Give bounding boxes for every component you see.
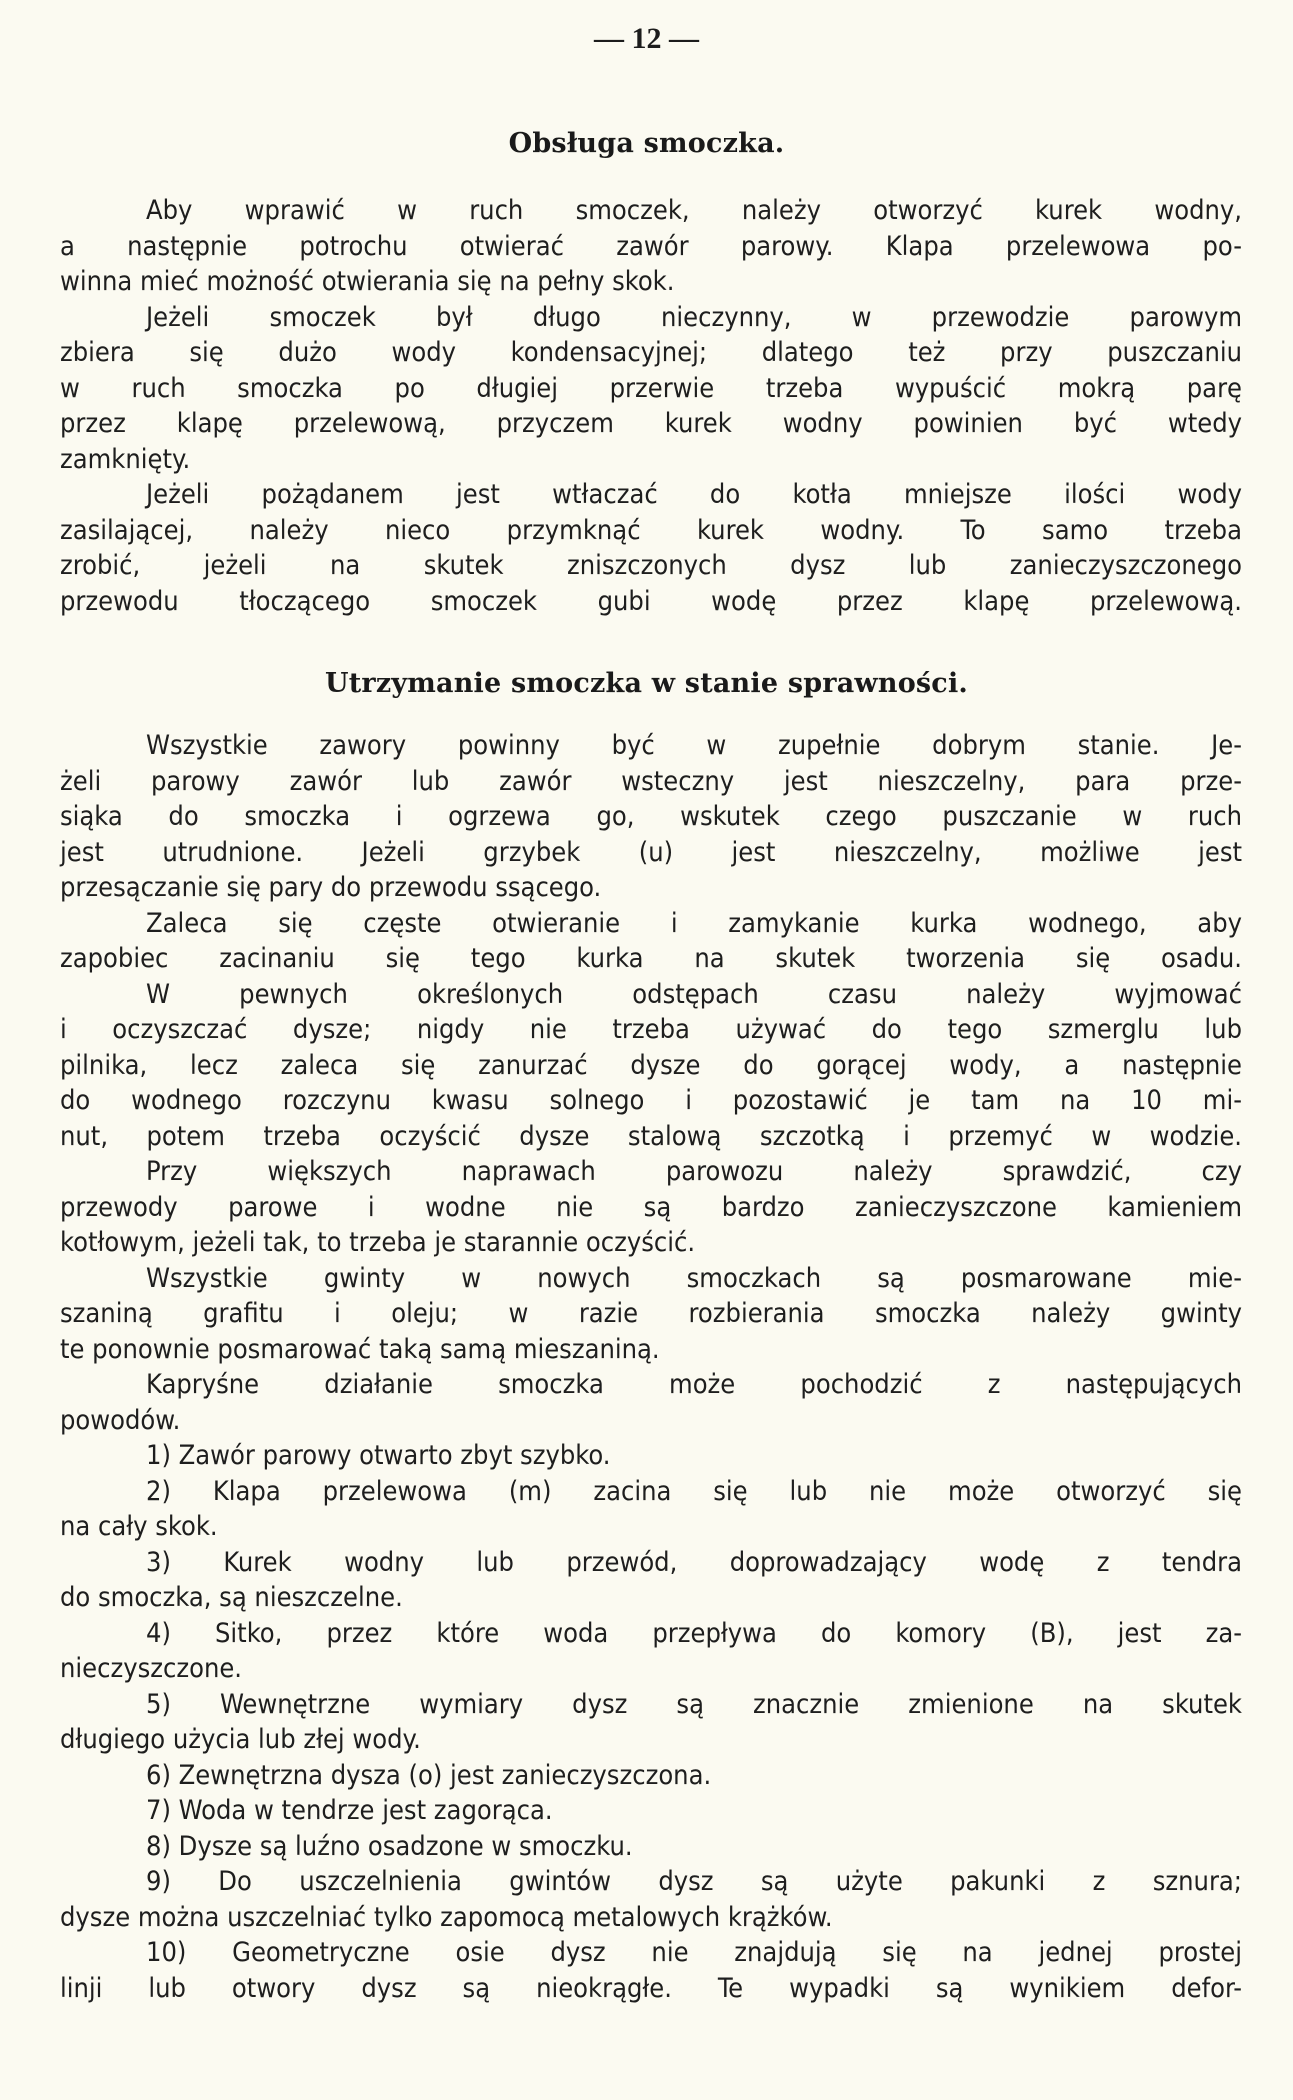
text-line: Wszystkie zawory powinny być w zupełnie dobrym stanie. Je-	[146, 730, 1242, 761]
text-line: pilnika, lecz zaleca się zanurzać dysze do gorącej wody, a następnie	[60, 1049, 1242, 1081]
text-line: powodów.	[60, 1404, 181, 1436]
text-line: 5) Wewnętrzne wymiary dysz są znacznie zmienione na skutek	[146, 1688, 1242, 1720]
text-line: 1) Zawór parowy otwarto zbyt szybko.	[146, 1440, 611, 1471]
text-line: 8) Dysze są luźno osadzone w smoczku.	[146, 1830, 633, 1862]
text-line: dysze można uszczelniać tylko zapomocą metalowych krążków.	[60, 1901, 833, 1933]
text-line: 2) Klapa przelewowa (m) zacina się lub nie może otworzyć się	[146, 1475, 1242, 1507]
text-line: przesączanie się pary do przewodu ssącego.	[60, 872, 602, 903]
text-line: 3) Kurek wodny lub przewód, doprowadzający wodę z tendra	[146, 1546, 1242, 1578]
text-line: linji lub otwory dysz są nieokrągłe. Te wypadki są wynikiem defor-	[60, 1972, 1242, 2004]
text-line: zbiera się dużo wody kondensacyjnej; dlatego też przy puszczaniu	[60, 337, 1242, 368]
text-line: do smoczka, są nieszczelne.	[60, 1582, 403, 1613]
text-line: kotłowym, jeżeli tak, to trzeba je starannie oczyścić.	[60, 1227, 696, 1258]
section-heading-obsluga: Obsługa smoczka.	[508, 128, 785, 159]
text-line: i oczyszczać dysze; nigdy nie trzeba używać do tego szmerglu lub	[60, 1014, 1242, 1045]
text-line: zasilającej, należy nieco przymknąć kurek wodny. To samo trzeba	[60, 514, 1242, 546]
text-line: przewody parowe i wodne nie są bardzo zanieczyszczone kamieniem	[60, 1191, 1242, 1223]
text-line: Jeżeli pożądanem jest wtłaczać do kotła mniejsze ilości wody	[146, 479, 1242, 510]
text-line: nieczyszczone.	[60, 1653, 242, 1684]
text-line: winna mieć możność otwierania się na pełny skok.	[60, 266, 675, 297]
text-line: 10) Geometryczne osie dysz nie znajdują się na jednej prostej	[146, 1937, 1242, 1968]
text-line: Aby wprawić w ruch smoczek, należy otworzyć kurek wodny,	[146, 195, 1242, 226]
section-body-utrzymanie	[60, 728, 1242, 2006]
text-line: przez klapę przelewową, przyczem kurek wodny powinien być wtedy	[60, 408, 1242, 439]
text-line: 7) Woda w tendrze jest zagorąca.	[146, 1795, 553, 1826]
text-line: długiego użycia lub złej wody.	[60, 1724, 421, 1755]
text-line: Przy większych naprawach parowozu należy sprawdzić, czy	[146, 1156, 1242, 1187]
text-line: Kapryśne działanie smoczka może pochodzić z następujących	[146, 1369, 1242, 1400]
text-line: zrobić, jeżeli na skutek zniszczonych dysz lub zanieczyszczonego	[60, 550, 1242, 581]
text-line: zamknięty.	[60, 443, 191, 475]
page-number: — 12 —	[594, 22, 699, 55]
text-line: Wszystkie gwinty w nowych smoczkach są posmarowane mie-	[146, 1262, 1242, 1294]
text-line: Zaleca się częste otwieranie i zamykanie kurka wodnego, aby	[146, 907, 1242, 939]
text-line: siąka do smoczka i ogrzewa go, wskutek czego puszczanie w ruch	[60, 801, 1242, 832]
text-line: do wodnego rozczynu kwasu solnego i pozostawić je tam na 10 mi-	[60, 1085, 1242, 1116]
text-line: 9) Do uszczelnienia gwintów dysz są użyte pakunki z sznura;	[146, 1866, 1242, 1897]
text-line: 6) Zewnętrzna dysza (o) jest zanieczyszczona.	[146, 1759, 712, 1791]
text-line: Jeżeli smoczek był długo nieczynny, w przewodzie parowym	[146, 301, 1242, 333]
text-line: zapobiec zacinaniu się tego kurka na skutek tworzenia się osadu.	[60, 943, 1242, 974]
text-line: szaniną grafitu i oleju; w razie rozbierania smoczka należy gwinty	[60, 1298, 1242, 1329]
text-line: przewodu tłoczącego smoczek gubi wodę przez klapę przelewową.	[60, 585, 1242, 617]
text-line: na cały skok.	[60, 1511, 218, 1542]
text-line: W pewnych określonych odstępach czasu należy wyjmować	[146, 978, 1242, 1010]
section-body-obsluga	[60, 193, 1242, 619]
text-line: te ponownie posmarować taką samą mieszaniną.	[60, 1333, 660, 1365]
text-line: 4) Sitko, przez które woda przepływa do komory (B), jest za-	[146, 1617, 1242, 1649]
text-line: a następnie potrochu otwierać zawór parowy. Klapa przelewowa po-	[60, 230, 1242, 262]
text-line: jest utrudnione. Jeżeli grzybek (u) jest nieszczelny, możliwe jest	[60, 836, 1242, 868]
section-heading-utrzymanie: Utrzymanie smoczka w stanie sprawności.	[325, 668, 968, 699]
text-line: nut, potem trzeba oczyścić dysze stalową szczotką i przemyć w wodzie.	[60, 1120, 1242, 1152]
text-line: żeli parowy zawór lub zawór wsteczny jest nieszczelny, para prze-	[60, 765, 1242, 797]
text-line: w ruch smoczka po długiej przerwie trzeba wypuścić mokrą parę	[60, 372, 1242, 404]
